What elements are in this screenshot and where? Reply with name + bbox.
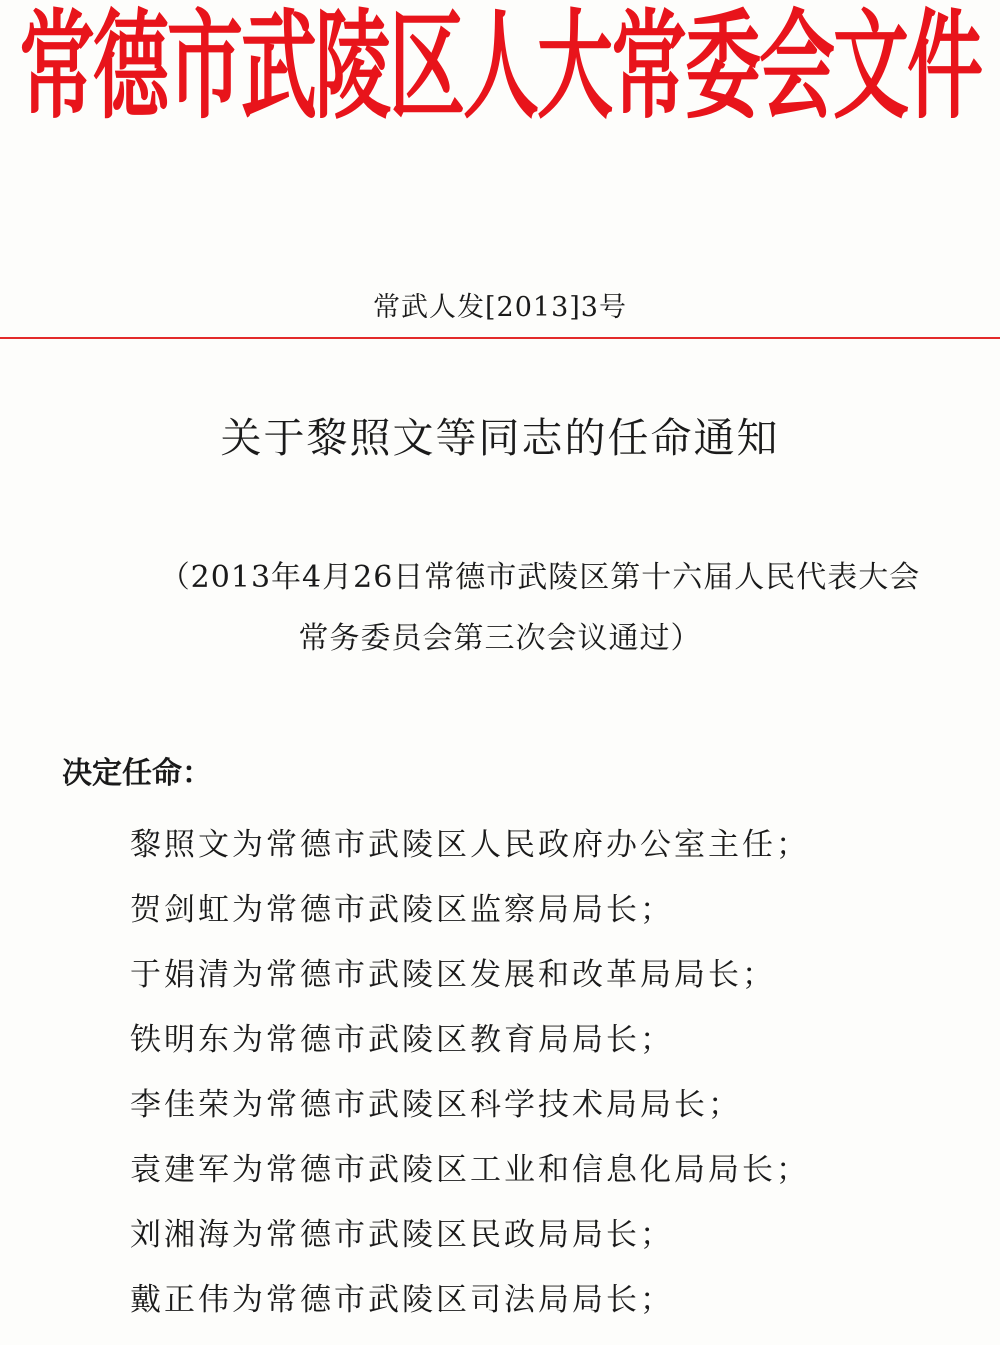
subtitle-line-2: 常务委员会第三次会议通过） [298, 621, 702, 656]
decision-lead: 决定任命： [62, 756, 212, 791]
masthead-title: 常德市武陵区人大常委会文件 [19, 0, 981, 135]
appointment-list [130, 820, 990, 1340]
notice-title: 关于黎照文等同志的任命通知 [220, 414, 780, 462]
appointment-item: 黎照文为常德市武陵区人民政府办公室主任； [130, 827, 810, 863]
appointment-item: 铁明东为常德市武陵区教育局局长； [130, 1022, 674, 1058]
document-number: 常武人发[2013]3号 [373, 292, 627, 323]
subtitle-line-1: （2013年4月26日常德市武陵区第十六届人民代表大会 [159, 560, 921, 595]
appointment-item: 袁建军为常德市武陵区工业和信息化局局长； [130, 1152, 810, 1188]
appointment-item: 李佳荣为常德市武陵区科学技术局局长； [130, 1087, 742, 1123]
appointment-item: 于娟清为常德市武陵区发展和改革局局长； [130, 957, 776, 993]
appointment-item: 贺剑虹为常德市武陵区监察局局长； [130, 892, 674, 928]
appointment-item: 刘湘海为常德市武陵区民政局局长； [130, 1217, 674, 1253]
appointment-item: 戴正伟为常德市武陵区司法局局长； [130, 1282, 674, 1318]
red-divider-line [0, 337, 1000, 339]
